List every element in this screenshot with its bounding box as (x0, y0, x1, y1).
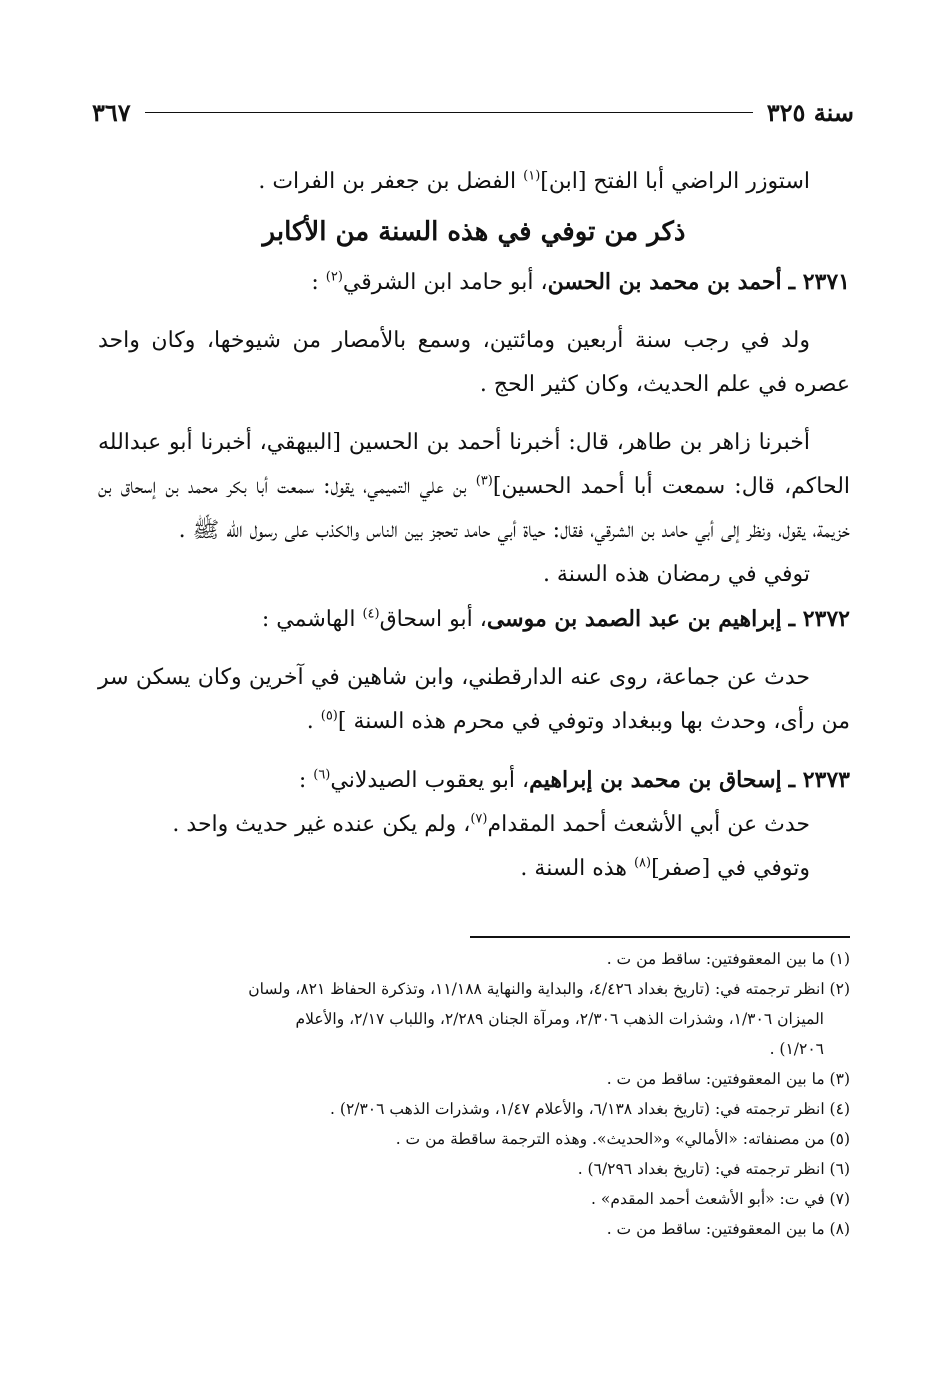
paragraph-text: هذه السنة . (520, 856, 634, 881)
entry-paragraph: ولد في رجب سنة أربعين ومائتين، وسمع بالأمصار من شيوخها، وكان واحد عصره في علم الحديث، وكان كثير الحج . (98, 328, 850, 397)
section-title: ذكر من توفي في هذه السنة من الأكابر (262, 217, 686, 247)
entry-paragraph (98, 656, 850, 744)
entry-name: أحمد بن محمد بن الحسن (547, 269, 782, 295)
footnote: (٣) ما بين المعقوفتين: ساقط من ت . (606, 1070, 850, 1088)
footnote-continuation: ١/٢٠٦) . (769, 1040, 824, 1058)
entry-colon: : (311, 270, 326, 295)
header-rule (145, 112, 753, 113)
header-year-label: سنة ٣٢٥ (766, 97, 854, 127)
footnote-ref: (٤) (362, 606, 380, 622)
footnote: (٨) ما بين المعقوفتين: ساقط من ت . (606, 1220, 850, 1238)
footnote-continuation: الميزان ١/٣٠٦، وشذرات الذهب ٢/٣٠٦، ومرآة الجنان ٢/٢٨٩، واللباب ٢/١٧، والأعلام (295, 1010, 824, 1028)
paragraph-text: أخبرنا زاهر بن طاهر، قال: أخبرنا أحمد بن الحسين [البيهقي، أخبرنا أبو عبدالله الحاكم، قال: سمعت أبا أحمد الحسين] (98, 430, 851, 499)
entry-kunya: ، أبو يعقوب الصيدلاني (330, 768, 530, 793)
spacer (98, 305, 850, 319)
paragraph-text: حدث عن أبي الأشعث أحمد المقدام (487, 812, 810, 837)
paragraph-text: وتوفي في [صفر] (651, 856, 810, 881)
entry-number: ٢٣٧٣ ـ (788, 767, 850, 793)
entry-colon: : (298, 768, 314, 793)
entry-paragraph: توفي في رمضان هذه السنة . (542, 562, 810, 587)
entry-paragraph (98, 847, 850, 891)
entry-kunya: ، أبو اسحاق (379, 607, 487, 632)
footnote: (٢) انظر ترجمته في: (تاريخ بغداد ٤/٤٢٦، والبداية والنهاية ١١/١٨٨، وتذكرة الحفاظ ٨٢١، ولسان (248, 980, 850, 998)
footnote-ref: (٥) (320, 708, 338, 724)
footnote-ref: (١) (523, 168, 541, 184)
paragraph-text: . (306, 709, 321, 734)
paragraph-text: ، ولم يكن عنده غير حديث واحد . (172, 812, 471, 837)
footnote-ref: (٣) (475, 473, 493, 489)
footnote: (١) ما بين المعقوفتين: ساقط من ت . (606, 950, 850, 968)
entry-heading (98, 758, 850, 803)
footnotes (98, 944, 850, 1244)
footnote-separator (470, 936, 850, 938)
spacer (98, 407, 850, 421)
footnote-ref: (٦) (313, 767, 331, 783)
page-number: ٣٦٧ (92, 97, 131, 127)
entry-name: إسحاق بن محمد بن إبراهيم (529, 767, 782, 793)
intro-text: استوزر الراضي أبا الفتح [ابن] (540, 169, 810, 194)
entry-kunya: ، أبو حامد ابن الشرقي (342, 270, 548, 295)
intro-text-end: الفضل بن جعفر بن الفرات . (258, 169, 524, 194)
entry-number: ٢٣٧٢ ـ (788, 606, 850, 632)
footnote: (٥) من مصنفاته: «الأمالي» و«الحديث». وهذه الترجمة ساقطة من ت . (395, 1130, 850, 1148)
footnote: (٤) انظر ترجمته في: (تاريخ بغداد ٦/١٣٨، والأعلام ١/٤٧، وشذرات الذهب ٢/٣٠٦) . (330, 1100, 850, 1118)
footnote-ref: (٢) (325, 269, 343, 285)
entry-nisba: الهاشمي : (261, 607, 363, 632)
paragraph-text: بن علي التميمي، يقول: سمعت أبا بكر محمد بن إسحاق بن خزيمة، يقول، ونظر إلى أبي حامد بن الشرقي، فقال: حياة أبي حامد تحجز بين الناس والكذب على رسول الله ﷺ . (98, 474, 850, 543)
intro-paragraph (98, 160, 850, 204)
footnote-ref: (٧) (470, 811, 488, 827)
entry-number: ٢٣٧١ ـ (788, 269, 850, 295)
footnote: (٦) انظر ترجمته في: (تاريخ بغداد ٦/٢٩٦) . (577, 1160, 850, 1178)
entry-heading (98, 597, 850, 642)
entry-paragraph (98, 803, 850, 847)
footnote: (٧) في ت: «أبو الأشعث أحمد المقدم» . (591, 1190, 850, 1208)
paragraph-text: حدث عن جماعة، روى عنه الدارقطني، وابن شاهين في آخرين وكان يسكن سر من رأى، وحدث بها وببغداد وتوفي في محرم هذه السنة ] (98, 665, 850, 734)
footnote-ref: (٨) (633, 855, 652, 871)
running-header (92, 94, 854, 130)
entry-heading (98, 260, 850, 305)
entry-name: إبراهيم بن عبد الصمد بن موسى (486, 606, 782, 632)
spacer (98, 642, 850, 656)
main-text (98, 160, 850, 891)
spacer (98, 744, 850, 758)
entry-paragraph (98, 421, 850, 553)
